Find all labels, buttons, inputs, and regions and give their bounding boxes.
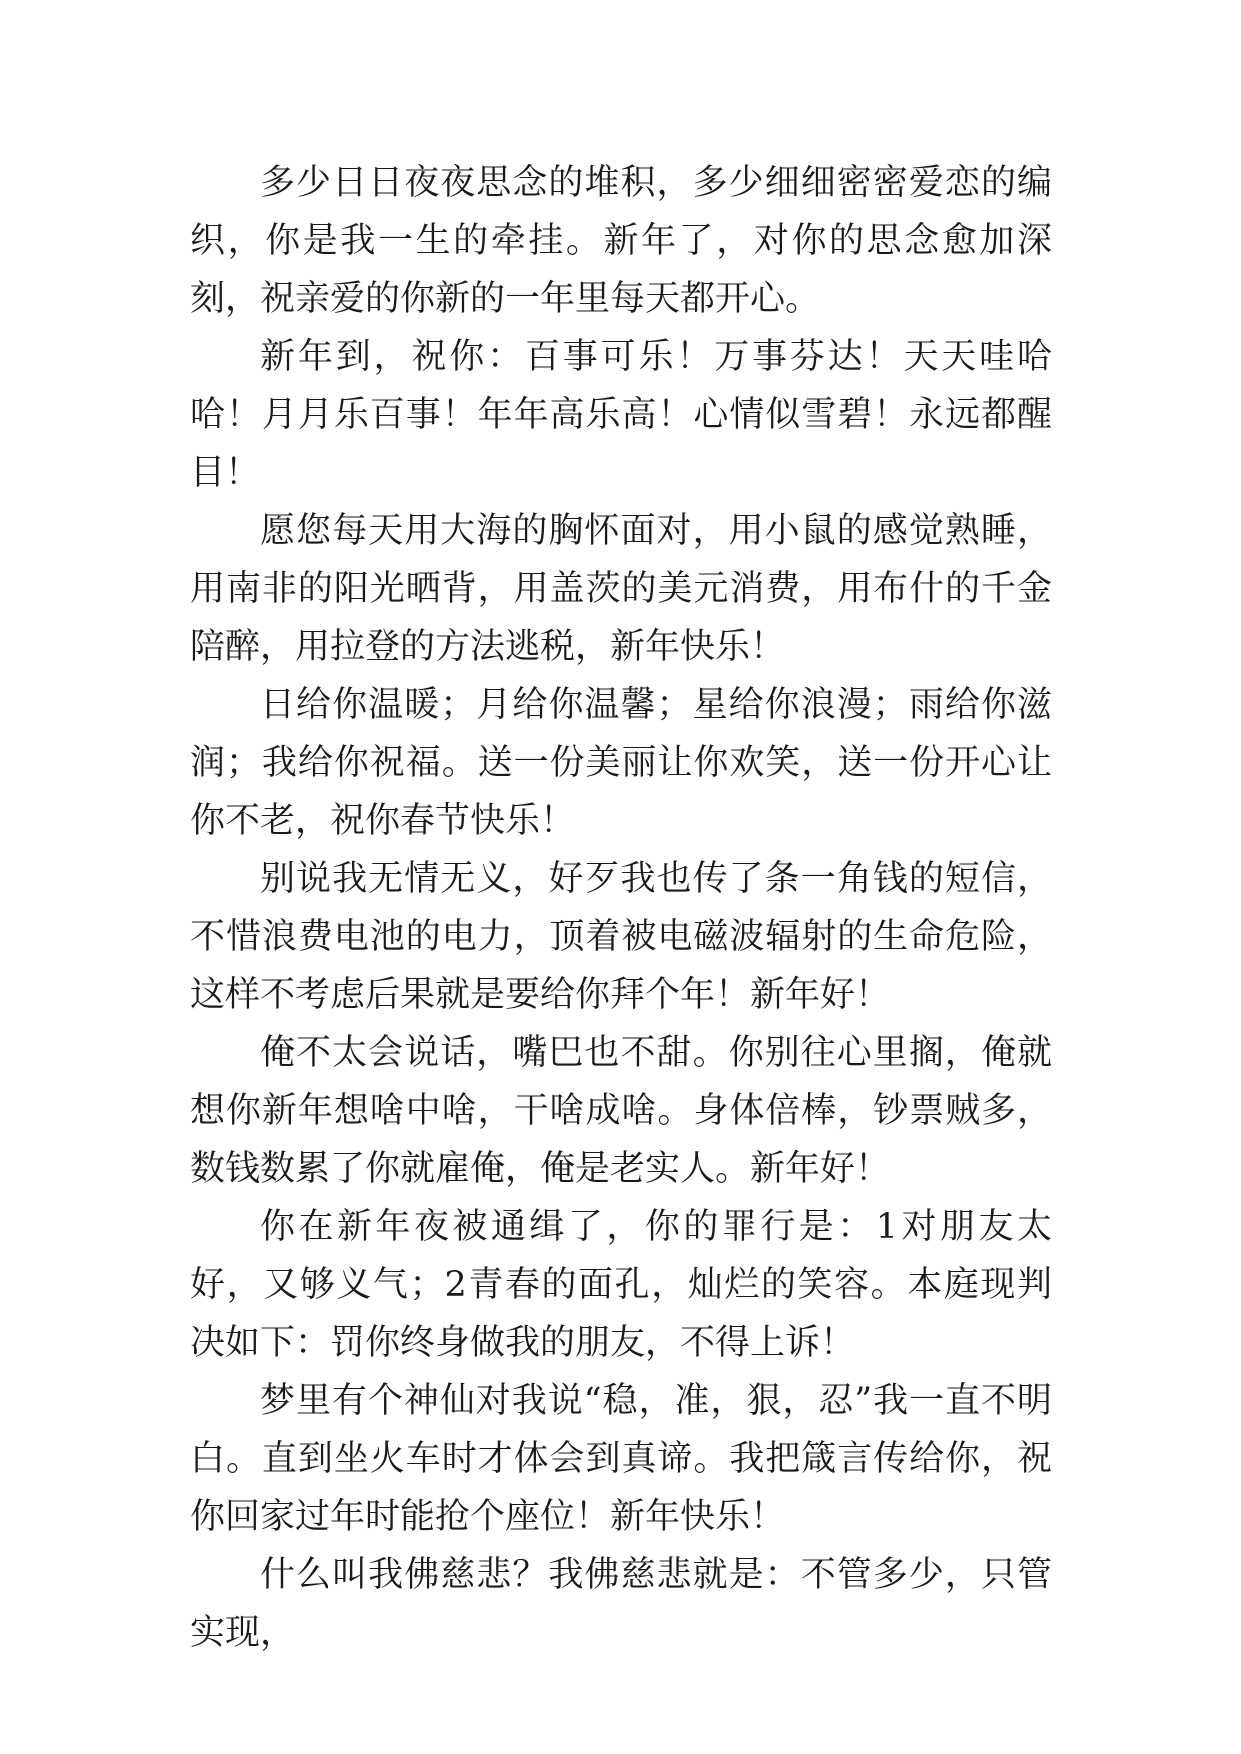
paragraph: 别说我无情无义，好歹我也传了条一角钱的短信，不惜浪费电池的电力，顶着被电磁波辐射的生命危险，这样不考虑后果就是要给你拜个年！新年好！ xyxy=(190,859,1052,1015)
paragraph: 你在新年夜被通缉了，你的罪行是：1对朋友太好，又够义气；2青春的面孔，灿烂的笑容。本庭现判决如下：罚你终身做我的朋友，不得上诉！ xyxy=(190,1207,1052,1363)
paragraph: 梦里有个神仙对我说“稳，准，狠，忍”我一直不明白。直到坐火车时才体会到真谛。我把箴言传给你，祝你回家过年时能抢个座位！新年快乐！ xyxy=(190,1381,1052,1537)
paragraph: 什么叫我佛慈悲？我佛慈悲就是：不管多少，只管实现， xyxy=(190,1555,1052,1653)
paragraph: 新年到，祝你：百事可乐！万事芬达！天天哇哈哈！月月乐百事！年年高乐高！心情似雪碧！永远都醒目！ xyxy=(190,337,1052,493)
paragraph: 日给你温暖；月给你温馨；星给你浪漫；雨给你滋润；我给你祝福。送一份美丽让你欢笑，送一份开心让你不老，祝你春节快乐！ xyxy=(190,685,1052,841)
paragraph: 俺不太会说话，嘴巴也不甜。你别往心里搁，俺就想你新年想啥中啥，干啥成啥。身体倍棒，钞票贼多，数钱数累了你就雇俺，俺是老实人。新年好！ xyxy=(190,1033,1052,1189)
document-body xyxy=(190,154,1052,1662)
paragraph: 多少日日夜夜思念的堆积，多少细细密密爱恋的编织，你是我一生的牵挂。新年了，对你的思念愈加深刻，祝亲爱的你新的一年里每天都开心。 xyxy=(190,163,1052,319)
paragraph: 愿您每天用大海的胸怀面对，用小鼠的感觉熟睡，用南非的阳光晒背，用盖茨的美元消费，用布什的千金陪醉，用拉登的方法逃税，新年快乐！ xyxy=(190,511,1052,667)
